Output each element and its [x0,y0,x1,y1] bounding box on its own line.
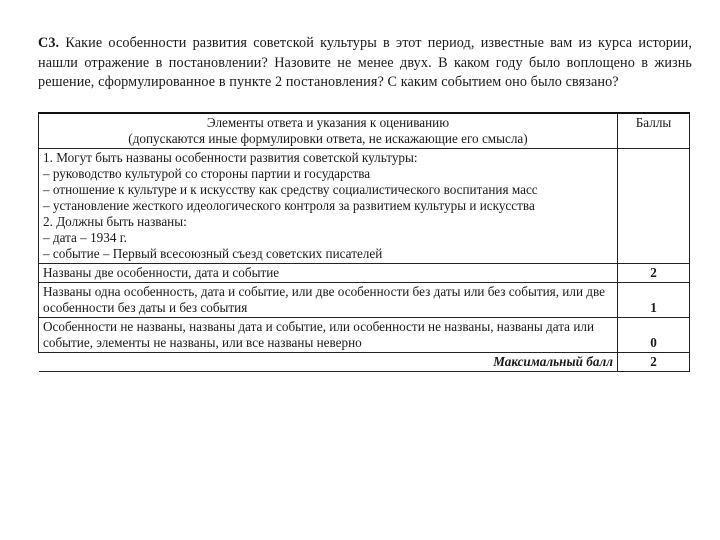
max-score-value: 2 [618,353,690,372]
criteria-content [39,149,618,264]
max-score-label: Максимальный балл [39,353,618,372]
question-text [38,34,692,93]
row-text: Названы две особенности, дата и событие [39,264,618,283]
row-score: 1 [618,283,690,318]
table-row [39,264,690,283]
question-body: Какие особенности развития советской культуры в этот период, известные вам из курса истории, нашли отражение в постановлении? Назовите не менее двух. В каком году было воплощено в жизнь решение, сформулированное в пункте 2 постановления? С каким событием оно было связано? [38,35,692,90]
row-text: Названы одна особенность, дата и событие, или две особенности без даты или без события, или две особенности без даты и без события [39,283,618,318]
criteria-line: 2. Должны быть названы: [43,214,187,229]
criteria-line: 1. Могут быть названы особенности развития советской культуры: [43,150,418,165]
table-row [39,318,690,353]
criteria-line: – руководство культурой со стороны партии и государства [43,166,371,181]
criteria-score-empty [618,149,690,264]
max-score-row [39,353,690,372]
criteria-line: – отношение к культуре и к искусству как средству социалистического воспитания масс [43,182,538,197]
table-header-row [39,113,690,149]
criteria-header-line2: (допускаются иные формулировки ответа, не искажающие его смысла) [128,131,528,146]
row-score: 0 [618,318,690,353]
criteria-header [39,113,618,149]
table-row [39,283,690,318]
criteria-line: – дата – 1934 г. [43,230,127,245]
grading-table [38,112,690,372]
criteria-line: – событие – Первый всесоюзный съезд советских писателей [43,246,383,261]
criteria-row [39,149,690,264]
row-text: Особенности не названы, названы дата и событие, или особенности не названы, названы дата или событие, элементы не названы, или все названы неверно [39,318,618,353]
row-score: 2 [618,264,690,283]
criteria-line: – установление жесткого идеологического контроля за развитием культуры и искусства [43,198,535,213]
score-header: Баллы [618,113,690,149]
criteria-header-line1: Элементы ответа и указания к оцениванию [206,115,450,130]
question-label: C3. [38,35,60,51]
